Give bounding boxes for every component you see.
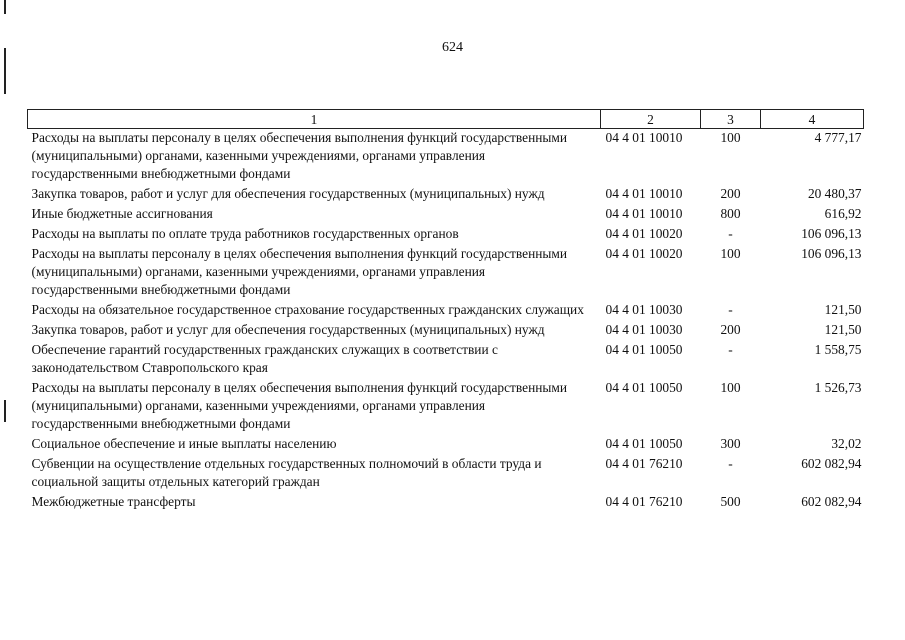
table-row	[28, 301, 864, 321]
row-expense-type: 100	[720, 130, 741, 145]
table-row	[28, 341, 864, 379]
table-row	[28, 245, 864, 301]
table-row	[28, 379, 864, 435]
table-row	[28, 129, 864, 186]
header-col-3: 3	[701, 110, 761, 129]
row-code: 04 4 01 76210	[605, 494, 683, 509]
row-name: Межбюджетные трансферты	[31, 494, 196, 509]
row-amount: 602 082,94	[801, 494, 862, 509]
row-name: Расходы на обязательное государственное страхование государственных гражданских служащих	[31, 302, 584, 317]
row-expense-type: -	[728, 302, 733, 317]
row-name: Расходы на выплаты персоналу в целях обеспечения выполнения функций государственными (муниципальными) органами, казенными учреждениями, органами управления государственными внебюджетными фондами	[31, 380, 568, 431]
table-row	[28, 185, 864, 205]
budget-table	[27, 109, 864, 513]
left-edge-mark-lower	[4, 400, 6, 422]
row-code: 04 4 01 10010	[605, 186, 683, 201]
row-name: Расходы на выплаты персоналу в целях обеспечения выполнения функций государственными (муниципальными) органами, казенными учреждениями, органами управления государственными внебюджетными фондами	[31, 246, 568, 297]
row-expense-type: -	[728, 456, 733, 471]
row-amount: 20 480,37	[807, 186, 862, 201]
row-expense-type: 200	[720, 186, 741, 201]
table-row	[28, 435, 864, 455]
row-name: Расходы на выплаты персоналу в целях обеспечения выполнения функций государственными (муниципальными) органами, казенными учреждениями, органами управления государственными внебюджетными фондами	[31, 130, 568, 181]
row-name: Социальное обеспечение и иные выплаты населению	[31, 436, 337, 451]
row-amount: 121,50	[824, 302, 862, 317]
row-expense-type: -	[728, 342, 733, 357]
row-code: 04 4 01 10020	[605, 246, 683, 261]
table-row	[28, 321, 864, 341]
row-name: Расходы на выплаты по оплате труда работников государственных органов	[31, 226, 459, 241]
row-code: 04 4 01 10020	[605, 226, 683, 241]
row-code: 04 4 01 10030	[605, 322, 683, 337]
row-name: Субвенции на осуществление отдельных государственных полномочий в области труда и социальной защиты отдельных категорий граждан	[31, 456, 542, 489]
row-name: Закупка товаров, работ и услуг для обеспечения государственных (муниципальных) нужд	[31, 322, 545, 337]
row-amount: 106 096,13	[801, 246, 862, 261]
header-col-4: 4	[761, 110, 864, 129]
row-code: 04 4 01 10010	[605, 130, 683, 145]
row-amount: 1 558,75	[814, 342, 862, 357]
row-code: 04 4 01 10050	[605, 380, 683, 395]
header-col-2: 2	[601, 110, 701, 129]
row-expense-type: 200	[720, 322, 741, 337]
header-col-1: 1	[28, 110, 601, 129]
left-edge-mark-top	[4, 0, 6, 14]
row-name: Обеспечение гарантий государственных гражданских служащих в соответствии с законодательством Ставропольского края	[31, 342, 498, 375]
row-amount: 106 096,13	[801, 226, 862, 241]
table-row	[28, 205, 864, 225]
row-expense-type: 100	[720, 380, 741, 395]
row-amount: 121,50	[824, 322, 862, 337]
table-row	[28, 493, 864, 513]
row-code: 04 4 01 10030	[605, 302, 683, 317]
row-code: 04 4 01 10050	[605, 436, 683, 451]
table-header-row	[28, 110, 864, 129]
page-number: 624	[442, 40, 463, 55]
row-code: 04 4 01 10050	[605, 342, 683, 357]
row-amount: 32,02	[831, 436, 862, 451]
row-amount: 4 777,17	[814, 130, 862, 145]
row-amount: 1 526,73	[814, 380, 862, 395]
row-expense-type: 500	[720, 494, 741, 509]
row-code: 04 4 01 76210	[605, 456, 683, 471]
row-name: Иные бюджетные ассигнования	[31, 206, 213, 221]
table-row	[28, 225, 864, 245]
row-amount: 616,92	[824, 206, 862, 221]
table-row	[28, 455, 864, 493]
row-expense-type: 300	[720, 436, 741, 451]
row-expense-type: 800	[720, 206, 741, 221]
row-name: Закупка товаров, работ и услуг для обеспечения государственных (муниципальных) нужд	[31, 186, 545, 201]
row-amount: 602 082,94	[801, 456, 862, 471]
row-code: 04 4 01 10010	[605, 206, 683, 221]
row-expense-type: 100	[720, 246, 741, 261]
row-expense-type: -	[728, 226, 733, 241]
